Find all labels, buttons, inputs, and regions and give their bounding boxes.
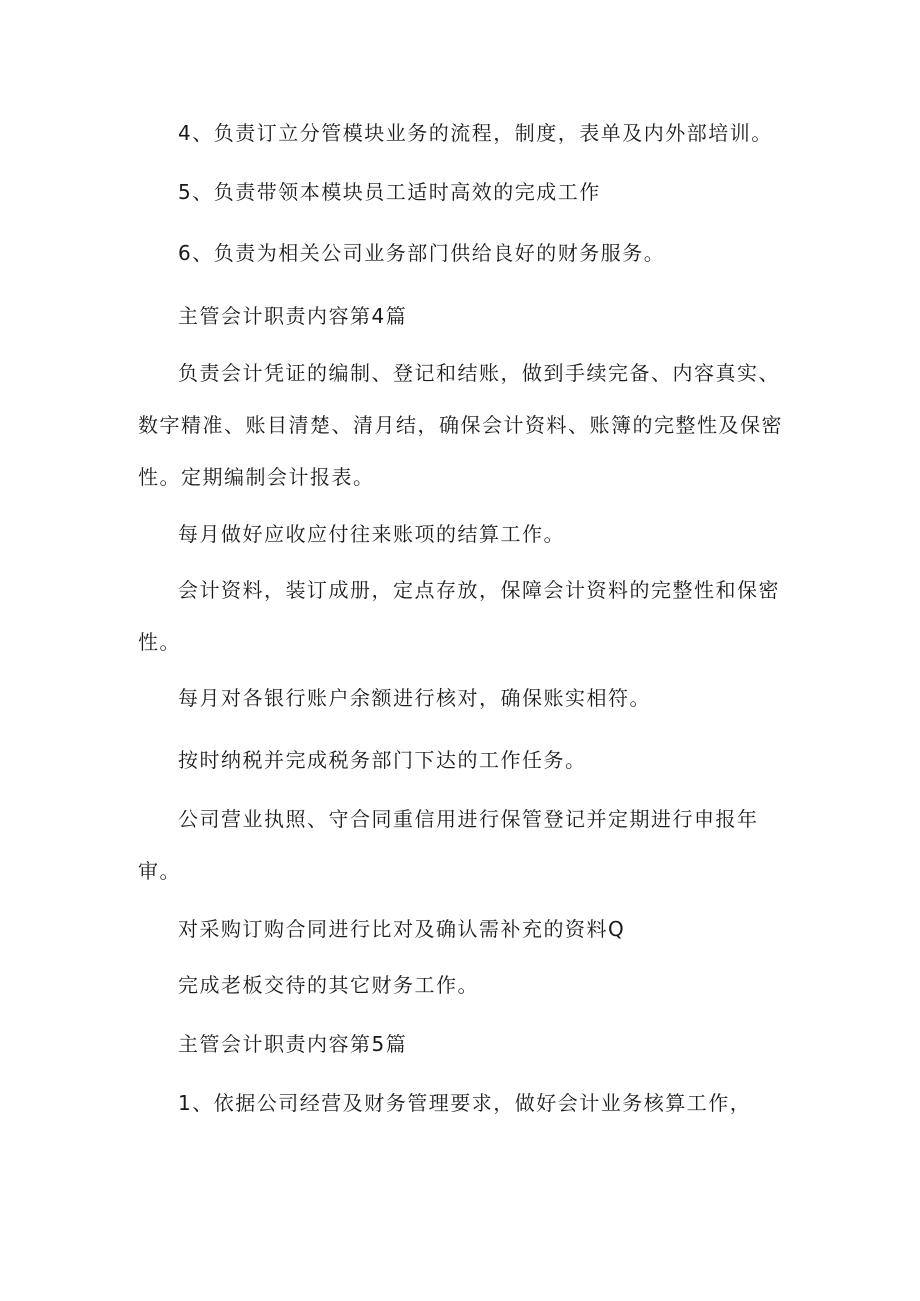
paragraph-archive: 会计资料，装订成册，定点存放，保障会计资料的完整性和保密性。 — [138, 578, 780, 654]
paragraph-bank-reconcile: 每月对各银行账户余额进行核对，确保账实相符。 — [178, 686, 651, 710]
paragraph-settlement: 每月做好应收应付往来账项的结算工作。 — [178, 522, 565, 546]
list-item-1: 1、依据公司经营及财务管理要求，做好会计业务核算工作， — [178, 1091, 752, 1115]
section-heading-4: 主管会计职责内容第4篇 — [178, 304, 408, 328]
section-heading-5: 主管会计职责内容第5篇 — [178, 1032, 408, 1056]
paragraph-other-work: 完成老板交待的其它财务工作。 — [178, 973, 479, 997]
paragraph-voucher: 负责会计凭证的编制、登记和结账，做到手续完备、内容真实、数字精准、账目清楚、清月结，确保会计资料、账簿的完整性及保密性。定期编制会计报表。 — [138, 361, 783, 489]
list-item-5: 5、负责带领本模块员工适时高效的完成工作 — [178, 180, 601, 204]
paragraph-license: 公司营业执照、守合同重信用进行保管登记并定期进行申报年审。 — [138, 807, 759, 883]
paragraph-tax: 按时纳税并完成税务部门下达的工作任务。 — [178, 748, 587, 772]
paragraph-contract: 对采购订购合同进行比对及确认需补充的资料Q — [178, 917, 626, 941]
list-item-6: 6、负责为相关公司业务部门供给良好的财务服务。 — [178, 241, 666, 265]
list-item-4: 4、负责订立分管模块业务的流程，制度，表单及内外部培训。 — [178, 121, 773, 145]
